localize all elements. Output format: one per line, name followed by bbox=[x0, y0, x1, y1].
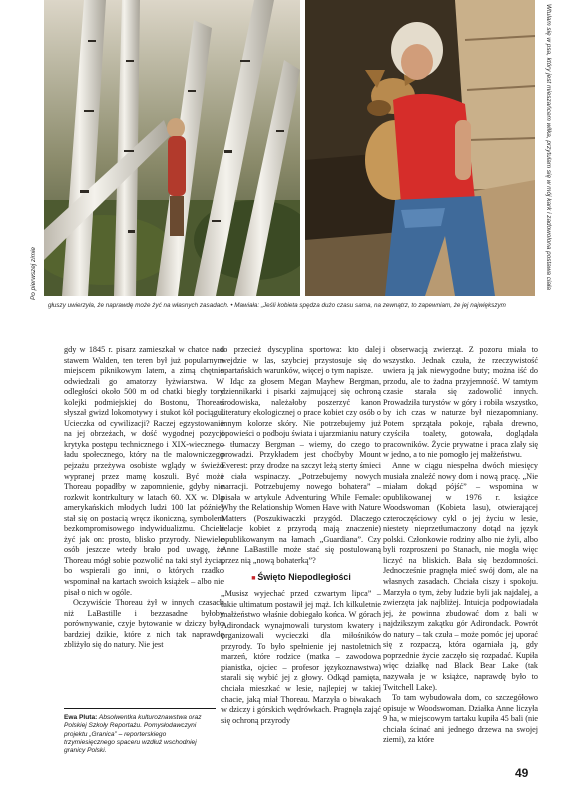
section-subheading: ■ Święto Niepodległości bbox=[221, 572, 381, 585]
author-description: Absolwentka kulturoznawstwa oraz Polskiej Szkoły Reportażu. Pomysłodawczyni projektu „Granica” – reporterskiego trzymiesięcznego spaceru wzdłuż wschodniej granicy Polski. bbox=[64, 714, 202, 755]
paragraph: Oczywiście Thoreau żył w innych czasach niż LaBastille i bezzasadne byłoby porównywanie, czyje bytowanie w dziczy było bardziej dzikie, które z nich tak naprawdę zbliżyło się do natury. Nie jest bbox=[64, 598, 224, 650]
text-column-3 bbox=[383, 345, 538, 746]
paragraph: To tam wybudowała dom, co szczegółowo opisuje w Woodswoman. Działka Anne liczyła 9 ha, w miejscowym tartaku kupiła 45 bali (nie chciała ścinać ani jednego drzewa na swojej ziemi), za które bbox=[383, 693, 538, 745]
photo-credit-left: Po pierwszej zimie bbox=[30, 247, 37, 300]
paragraph: „Musisz wyjechać przed czwartym lipca” – takie ultimatum postawił jej mąż. Ich kilkuletnie małżeństwo właśnie dobiegało końca. W górach Adirondack wynajmowali turystom kwatery i organizowali wycieczki dla miłośników przyrody. To było spełnienie jej nastoletnich marzeń, które rodzice (matka – zawodowa pianistka, ojciec – profesor językoznawstwa) starali się wybić jej z głowy. Odkąd pamięta, chciała mieszkać w lesie, najlepiej w takiej chacie, jaką miał Thoreau. Marzyła o biwakach w dziczy i górskich wędrówkach. Pragnęła zająć się ochroną przyrody bbox=[221, 589, 381, 725]
page-number: 49 bbox=[515, 766, 529, 780]
paragraph: gdy w 1845 r. pisarz zamieszkał w chatce nad stawem Walden, ten teren był już popularnym miejscem piknikowym latem, a zimą chętnie odwiedzali go amatorzy łyżwiarstwa. W odległości około 500 m od chatki biegły tory kolejki podmiejskiej do Bostonu, Thoreau słyszał gwizd lokomotywy i stukot kół pociągu. Ucieczka od cywilizacji? Raczej egzystowanie na jej obrzeżach, w dość wygodnej pozycji krytyka postępu technicznego i XIX-wiecznego ładu społecznego, który na tle malowniczego pejzażu przeżywa osobiste wglądy w świeżo wypranej przez mamę koszuli. Być może Thoreau popadłby w zapomnienie, gdyby nie rozkwit kontrkultury w latach 60. XX w. Dla amerykańskich młodych ludzi 100 lat później stał się on postacią wręcz ikoniczną, symbolem bezkompromisowego indywidualizmu. Chcieli żyć jak on: prosto, blisko przyrody. Niewiele osób jeszcze wtedy brało pod uwagę, że Thoreau mógł sobie pozwolić na taki styl życia, bo wspierali go inni, o których rzadko wspominał na kartach swoich książek – albo nie pisał o nich w ogóle. bbox=[64, 345, 224, 597]
paragraph: Idąc za głosem Megan Mayhew Bergman, dziennikarki i pisarki zajmującej się ochroną środowiska, należałoby poszerzyć kanon literatury ekologicznej o prace kobiet czy osób o innym kolorze skóry. Nie potrzebujemy już opowieści o podboju świata i ujarzmianiu natury – tłumaczy Bergman – wiemy, do czego to prowadzi. Przykładem jest choćbyby Mount Everest: przy drodze na szczyt leżą sterty śmieci i ciała wspinaczy. „Potrzebujemy nowych narracji. Potrzebujemy nowego bohatera” – pisała w artykule Adventuring While Female: Why the Relationship Women Have with Nature Matters (Poszukiwaczki przygód. Dlaczego relacje kobiet z przyrodą mają znaczenie) opublikowanym na łamach „Guardiana”. Czy Anne LaBastille może stać się postulowaną przez nią „nową bohaterką”? bbox=[221, 376, 381, 565]
photo-caption-bottom: głuszy uwierzyła, że naprawdę może żyć na własnych zasadach. • Mawiała: „Jeśli kobieta spędza dużo czasu sama, na zewnątrz, to zapewniam, że jej największym bbox=[48, 302, 506, 309]
paragraph: i obserwacją zwierząt. Z pozoru miała to wszystko. Jednak czuła, że rzeczywistość uwiera ją jak niewygodne buty; można iść do przodu, ale to żadna przyjemność. W tamtym czasie starała się zadowolić innych. Prowadziła turystów w góry i robiła wszystko, by ich czas w naturze był niezapomniany. Potem sprzątała pokoje, rąbała drewno, czyściła toalety, gotowała, doglądała pracowników. Życie prywatne i praca zlały się w jedno, a to nie pomogło jej małżeństwu. bbox=[383, 345, 538, 460]
paragraph: to przecież dyscyplina sportowa: kto dalej wejdzie w las, szybciej przystosuje się do spartańskich warunków, więcej o tym napisze. bbox=[221, 345, 381, 376]
birch-forest-photo bbox=[44, 0, 300, 296]
text-column-1 bbox=[64, 345, 224, 651]
paragraph: Anne w ciągu niespełna dwóch miesięcy musiała znaleźć nowy dom i nową pracę. „Nie miałam dokąd pójść” – wspomina w opublikowanej w 1976 r. książce Woodswoman (Kobieta lasu), otwierającej czteroczęściowy cykl o jej życiu w lesie, niestety nieprzetłumaczony dotąd na język polski. Członkowie rodziny albo nie żyli, albo byli rozproszeni po Stanach, nie mogła więc liczyć na bliskich. Bała się bezdomności. Jednocześnie pragnęła mieć swój dom, ale na własnych zasadach. Chciała ciszy i spokoju. Marzyła o tym, żeby ludzie byli jak najdalej, a zwierzęta jak najbliżej. Intuicja podpowiadała jej, że powinna zbudować dom z bali w najdzikszym zakątku gór Adirondack. Powrót do natury – tak czuła – może pomóc jej uporać się z rozpaczą, która ogarniała ją, gdy poprzednie życie zaczęło się rozpadać. Kupiła więc działkę nad Black Bear Lake (tak nazywała je w książce, naprawdę było to Twitchell Lake). bbox=[383, 461, 538, 692]
woman-with-dog-photo bbox=[305, 0, 535, 296]
author-name: Ewa Pluta: bbox=[64, 714, 98, 721]
photo-caption-right: Wtulam się w psa, który jest mieszańcem wilka, przytulam się w mój kark i zadowolona postawa ciała bbox=[545, 4, 552, 290]
author-bio bbox=[64, 708, 216, 755]
text-column-2 bbox=[221, 345, 381, 726]
